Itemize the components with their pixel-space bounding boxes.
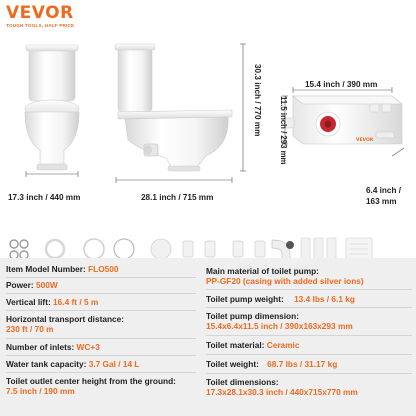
toilet-height-label: 30.3 inch / 770 mm bbox=[253, 64, 262, 137]
adapter-icon bbox=[233, 241, 243, 257]
adapter-icon bbox=[255, 241, 265, 257]
spec-toilet-weight: Toilet weight: 68.7 lbs / 31.17 kg bbox=[206, 359, 338, 369]
spec-divider bbox=[6, 277, 196, 278]
hose-clamps-icon bbox=[10, 240, 28, 259]
spec-inlets: Number of inlets: WC+3 bbox=[6, 342, 100, 352]
spec-vertical-lift: Vertical lift: 16.4 ft / 5 m bbox=[6, 297, 99, 307]
pump-depth-label-line1: 6.4 inch / bbox=[366, 186, 402, 195]
spec-toilet-material: Toilet material: Ceramic bbox=[206, 340, 300, 350]
spec-divider bbox=[6, 338, 196, 339]
spec-divider bbox=[6, 293, 196, 294]
spec-toilet-dimensions: Toilet dimensions: 17.3x28.1x30.3 inch / 440x715x770 mm bbox=[206, 377, 358, 397]
spec-tank-capacity: Water tank capacity: 3.7 Gal / 14 L bbox=[6, 359, 140, 369]
adapter-icon bbox=[183, 241, 193, 257]
spec-pump-dimension: Toilet pump dimension: 15.4x6.4x11.5 inch / 390x163x293 mm bbox=[206, 311, 353, 331]
spec-divider bbox=[206, 335, 412, 336]
adapter-icon bbox=[205, 241, 215, 257]
spec-divider bbox=[206, 354, 412, 355]
toilet-side-depth-label: 28.1 inch / 715 mm bbox=[141, 193, 214, 202]
cover-disc-icon bbox=[151, 239, 171, 259]
spec-divider bbox=[6, 372, 196, 373]
logo-wordmark: VEVOR bbox=[6, 3, 74, 23]
pump-depth-label-line2: 163 mm bbox=[366, 197, 397, 206]
pump-width-label: 15.4 inch / 390 mm bbox=[305, 80, 378, 89]
gasket-ring-icon bbox=[114, 239, 134, 259]
spec-power: Power: 500W bbox=[6, 280, 58, 290]
spec-divider bbox=[6, 310, 196, 311]
specification-table bbox=[0, 258, 416, 416]
spec-horizontal-transport: Horizontal transport distance: 230 ft / 70 m bbox=[6, 314, 125, 334]
spec-divider bbox=[206, 289, 412, 290]
toilet-front-width-label: 17.3 inch / 440 mm bbox=[8, 193, 81, 202]
gasket-ring-icon bbox=[84, 239, 104, 259]
spec-divider bbox=[206, 373, 412, 374]
spec-divider bbox=[6, 355, 196, 356]
gasket-ring-icon bbox=[46, 240, 64, 258]
pump-height-label: 11.5 inch / 293 mm bbox=[279, 96, 288, 165]
spec-pump-weight: Toilet pump weight: 13.4 lbs / 6.1 kg bbox=[206, 294, 355, 304]
logo-tagline: TOUGH TOOLS, HALF PRICE bbox=[6, 23, 75, 28]
spec-model: Item Model Number: FLO500 bbox=[6, 264, 119, 274]
spec-outlet-height: Toilet outlet center height from the ground: 7.5 inch / 190 mm bbox=[6, 376, 176, 396]
spec-pump-material: Main material of toilet pump: PP-GF20 (casing with added silver ions) bbox=[206, 266, 364, 286]
svg-text:VEVOR: VEVOR bbox=[356, 138, 374, 143]
spec-divider bbox=[206, 307, 412, 308]
